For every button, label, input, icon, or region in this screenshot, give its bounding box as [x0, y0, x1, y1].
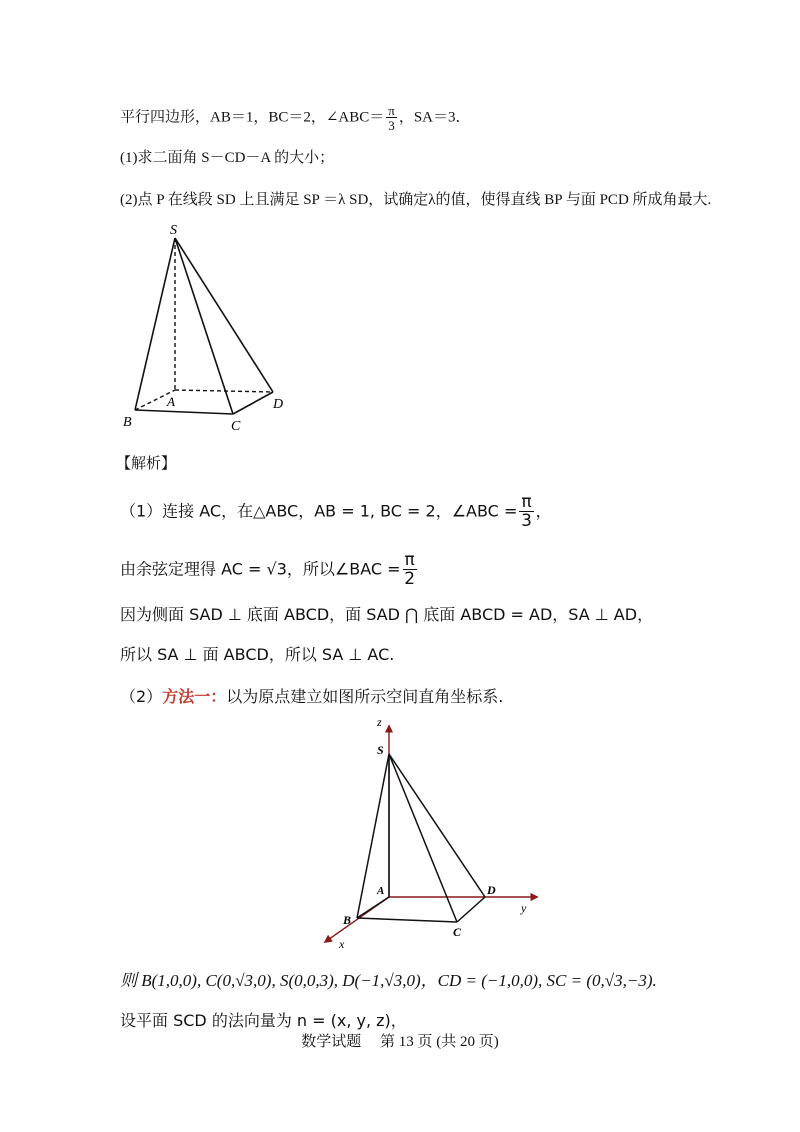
solution-step-5: （2）方法一：以为原点建立如图所示空间直角坐标系. [120, 687, 504, 706]
vertex-D-label: D [273, 397, 284, 412]
normal-vector-line: 设平面 SCD 的法向量为 n = (x, y, z)， [120, 1011, 407, 1030]
vertex-A-label: A [377, 885, 385, 897]
axis-y-label: y [521, 901, 527, 915]
vertex-C-label: C [231, 419, 241, 434]
question-1: (1)求二面角 S－CD－A 的大小； [120, 150, 335, 166]
page-footer: 数学试题 第 13 页 (共 20 页) [301, 1034, 499, 1050]
solution-step-3: 因为侧面 SAD ⊥ 底面 ABCD，面 SAD ⋂ 底面 ABCD = AD，SA ⊥ AD， [120, 605, 654, 624]
fraction: $\frac{\pi}{2}$ [404, 550, 416, 589]
vertex-B-label: B [343, 913, 352, 927]
solution-step-1: （1）连接 AC，在△ABC，AB = 1, BC = 2，∠ABC = $\frac{\pi}{3}$ ， [120, 492, 552, 531]
method-label: 方法一： [162, 687, 227, 706]
vertex-C-label: C [453, 925, 462, 939]
fraction: $\frac{\pi}{3}$ [388, 103, 395, 133]
pyramid-figure-1 [115, 218, 295, 438]
axis-x-label: x [339, 937, 345, 951]
problem-line-1 [120, 104, 471, 132]
pyramid-figure-2 [315, 712, 555, 952]
solution-heading: 【解析】 [116, 456, 177, 472]
axis-z-label: z [377, 715, 382, 729]
coordinates-line: 则 B(1,0,0), C(0,√3,0), S(0,0,3), D(−1,√3,0)，CD = (−1,0,0), SC = (0,√3,−3). [120, 971, 657, 990]
vertex-D-label: D [487, 883, 496, 897]
fraction: $\frac{\pi}{3}$ [521, 492, 532, 531]
vertex-S-label: S [377, 743, 384, 757]
vertex-B-label: B [123, 415, 132, 430]
vertex-A-label: A [167, 394, 175, 409]
question-2: (2)点 P 在线段 SD 上且满足 SP ＝λ SD，试确定λ的值，使得直线 BP 与面 PCD 所成角最大. [120, 192, 712, 208]
problem-line1-text: 平行四边形，AB＝1，BC＝2，∠ABC＝ [120, 109, 385, 126]
solution-step-2: 由余弦定理得 AC = √3，所以∠BAC = $\frac{\pi}{2}$ [120, 550, 416, 589]
problem-line1-tail: ，SA＝3． [398, 109, 471, 126]
vertex-S-label: S [170, 223, 177, 238]
solution-step-4: 所以 SA ⊥ 面 ABCD，所以 SA ⊥ AC. [120, 645, 395, 664]
